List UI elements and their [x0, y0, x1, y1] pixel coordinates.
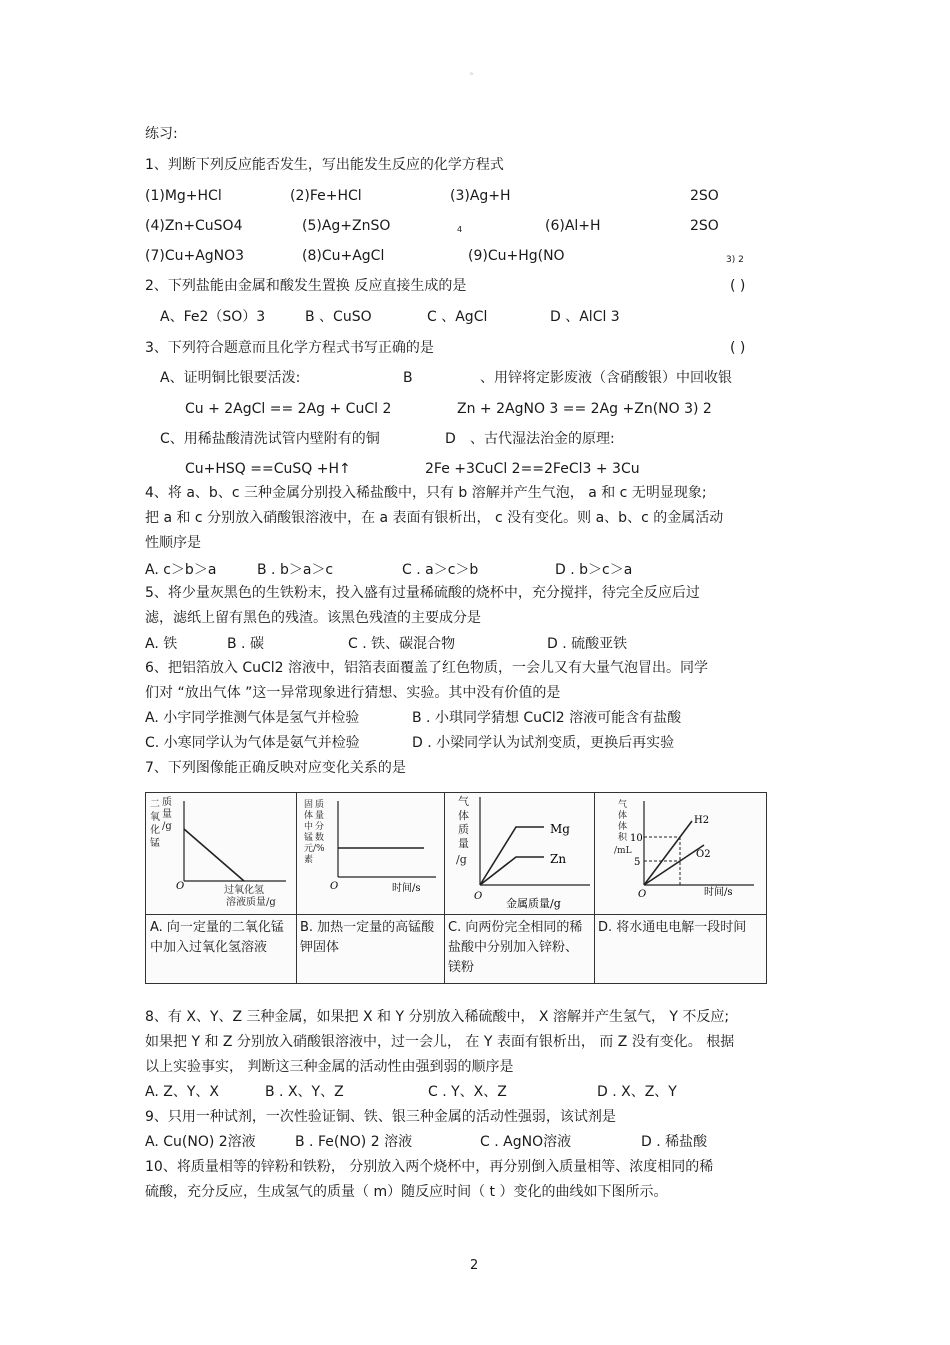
q6-option-c: C. 小寒同学认为气体是氨气并检验	[145, 735, 360, 751]
q1-item: (5)Ag+ZnSO	[302, 218, 391, 234]
graph-d-tick: 5	[634, 857, 641, 868]
q4-line: 性顺序是	[145, 535, 201, 551]
q9-option: D . 稀盐酸	[641, 1134, 708, 1150]
q5-option: A. 铁	[145, 636, 178, 652]
q1-item: (7)Cu+AgNO3	[145, 248, 245, 264]
graph-c	[444, 793, 594, 914]
graph-a-origin: O	[176, 881, 185, 892]
answer-paren: ( )	[730, 340, 746, 356]
q3-option-b-letter: B	[403, 370, 413, 386]
graph-a-caption: A. 向一定量的二氧化锰中加入过氧化氢溶液	[146, 914, 296, 983]
q7-figure-panel	[145, 792, 767, 984]
q2-stem: 2、下列盐能由金属和酸发生置换 反应直接生成的是	[145, 278, 467, 294]
q8-option: C . Y、X、Z	[428, 1084, 507, 1100]
q10-line: 10、将质量相等的锌粉和铁粉， 分别放入两个烧杯中，再分别倒入质量相等、浓度相同的稀	[145, 1159, 714, 1175]
graph-a-ylabel: 二 氧 化 锰 质 量 /g	[150, 797, 172, 849]
q6-option-d: D . 小梁同学认为试剂变质，更换后再实验	[412, 735, 675, 751]
q2-option: C 、AgCl	[427, 309, 488, 325]
answer-paren: ( )	[730, 278, 746, 294]
q9-option: B . Fe(NO) 2 溶液	[295, 1134, 413, 1150]
q1-item: 2SO	[690, 188, 719, 204]
q6-option-b: B . 小琪同学猜想 CuCl2 溶液可能含有盐酸	[412, 710, 682, 726]
graph-b-caption: B. 加热一定量的高锰酸钾固体	[296, 914, 444, 983]
q6-line: 6、把铝箔放入 CuCl2 溶液中，铝箔表面覆盖了红色物质，一会儿又有大量气泡冒出。同学	[145, 660, 709, 676]
q3-option-d: 、古代湿法治金的原理:	[470, 431, 615, 447]
graph-d-label-o2: O2	[696, 849, 711, 860]
q3-equation-d: 2Fe +3CuCl 2==2FeCl3 + 3Cu	[425, 461, 640, 477]
q6-line: 们对 “放出气体 ”这一异常现象进行猜想、实验。其中没有价值的是	[145, 685, 561, 701]
q1-item: (8)Cu+AgCl	[302, 248, 385, 264]
graph-d-xlabel: 时间/s	[704, 887, 733, 898]
graph-b-xlabel: 时间/s	[392, 883, 421, 894]
q1-item: 2SO	[690, 218, 719, 234]
graph-d-caption: D. 将水通电电解一段时间	[594, 914, 766, 983]
graph-a-xlabel: 过氧化氢 溶液质量/g	[224, 885, 276, 908]
q9-option: C . AgNO溶液	[480, 1134, 572, 1150]
graph-d-origin: O	[638, 889, 647, 900]
q5-option: D . 硫酸亚铁	[547, 636, 628, 652]
q9-stem: 9、只用一种试剂，一次性验证铜、铁、银三种金属的活动性强弱，该试剂是	[145, 1109, 616, 1125]
graph-c-series-mg	[480, 827, 544, 885]
q1-stem: 1、判断下列反应能否发生，写出能发生反应的化学方程式	[145, 157, 504, 173]
graph-a-series	[184, 829, 244, 881]
graph-c-label-mg: Mg	[550, 822, 570, 836]
q3-equation-b: Zn + 2AgNO 3 == 2Ag +Zn(NO 3) 2	[457, 401, 712, 417]
graph-d-tick: 10	[630, 833, 643, 844]
q5-line: 滤，滤纸上留有黑色的残渣。该黑色残渣的主要成分是	[145, 610, 481, 626]
q5-option: B . 碳	[227, 636, 264, 652]
q1-item: (4)Zn+CuSO4	[145, 218, 243, 234]
q10-line: 硫酸，充分反应，生成氢气的质量（ m）随反应时间（ t ）变化的曲线如下图所示。	[145, 1184, 668, 1200]
q3-option-d-letter: D	[445, 431, 456, 447]
q1-item: (6)Al+H	[545, 218, 601, 234]
q4-line: 4、将 a、b、c 三种金属分别投入稀盐酸中，只有 b 溶解并产生气泡， a 和 c 无明显现象;	[145, 485, 707, 501]
graph-a	[146, 793, 296, 914]
q3-option-c: C、用稀盐酸清洗试管内壁附有的铜	[160, 431, 380, 447]
q2-option: D 、AlCl 3	[550, 309, 620, 325]
q3-equation-a: Cu + 2AgCl == 2Ag + CuCl 2	[185, 401, 392, 417]
q8-option: A. Z、Y、X	[145, 1084, 219, 1100]
q9-option: A. Cu(NO) 2溶液	[145, 1134, 256, 1150]
q3-option-a: A、证明铜比银要活泼:	[160, 370, 301, 386]
q8-line: 以上实验事实， 判断这三种金属的活动性由强到弱的顺序是	[145, 1059, 514, 1075]
q3-option-b: 、用锌将定影废液（含硝酸银）中回收银	[480, 370, 732, 386]
page-title: 练习:	[145, 126, 178, 142]
q8-line: 8、有 X、Y、Z 三种金属，如果把 X 和 Y 分别放入稀硫酸中， X 溶解并产生氢气， Y 不反应;	[145, 1009, 730, 1025]
q6-option-a: A. 小宇同学推测气体是氢气并检验	[145, 710, 360, 726]
graph-b-origin: O	[330, 881, 339, 892]
q1-item: (1)Mg+HCl	[145, 188, 222, 204]
graph-d-series-h2	[644, 821, 692, 885]
q8-line: 如果把 Y 和 Z 分别放入硝酸银溶液中，过一会儿， 在 Y 表面有银析出， 而 Z 没有变化。 根据	[145, 1034, 735, 1050]
q4-option: B . b＞a＞c	[257, 562, 334, 578]
q3-stem: 3、下列符合题意而且化学方程式书写正确的是	[145, 340, 434, 356]
q1-item: (3)Ag+H	[450, 188, 511, 204]
graph-d-series-o2	[644, 845, 704, 885]
q7-stem: 7、下列图像能正确反映对应变化关系的是	[145, 760, 406, 776]
q1-item: 3) 2	[726, 255, 744, 265]
graph-cell-b	[296, 793, 445, 983]
q4-option: A. c＞b＞a	[145, 562, 217, 578]
graph-d-ylabel: 气 体 体 积 /mL	[614, 800, 632, 856]
graph-cell-c	[444, 793, 595, 983]
q1-item-sub: 4	[457, 225, 463, 234]
graph-d-label-h2: H2	[694, 815, 710, 826]
graph-b-ylabel: 固 体 中 锰 元 素 质 量 分 数 /%	[304, 800, 325, 865]
graph-c-label-zn: Zn	[550, 852, 567, 866]
graph-c-ylabel: 气 体 质 量 /g	[456, 795, 469, 866]
q8-option: D . X、Z、Y	[597, 1084, 677, 1100]
q4-option: C . a＞c＞b	[402, 562, 479, 578]
graph-c-xlabel: 金属质量/g	[506, 897, 561, 910]
q1-item: (9)Cu+Hg(NO	[468, 248, 565, 264]
graph-d	[594, 793, 766, 914]
q5-line: 5、将少量灰黑色的生铁粉末，投入盛有过量稀硫酸的烧杯中，充分搅拌，待完全反应后过	[145, 585, 700, 601]
graph-b	[296, 793, 444, 914]
q8-option: B . X、Y、Z	[265, 1084, 344, 1100]
q3-equation-c: Cu+HSQ ==CuSQ +H↑	[185, 461, 351, 477]
graph-c-origin: O	[474, 891, 483, 902]
graph-cell-a	[146, 793, 297, 983]
q2-option: A、Fe2（SO）3	[160, 309, 266, 325]
header-mark: 。	[470, 67, 478, 76]
q4-option: D . b＞c＞a	[555, 562, 633, 578]
q1-item: (2)Fe+HCl	[290, 188, 362, 204]
page-number: 2	[470, 1258, 479, 1273]
graph-cell-d	[594, 793, 766, 983]
q5-option: C . 铁、碳混合物	[348, 636, 456, 652]
graph-c-caption: C. 向两份完全相同的稀盐酸中分别加入锌粉、镁粉	[444, 914, 594, 983]
q2-option: B 、CuSO	[305, 309, 372, 325]
q4-line: 把 a 和 c 分别放入硝酸银溶液中，在 a 表面有银析出， c 没有变化。则 a、b、c 的金属活动	[145, 510, 724, 526]
